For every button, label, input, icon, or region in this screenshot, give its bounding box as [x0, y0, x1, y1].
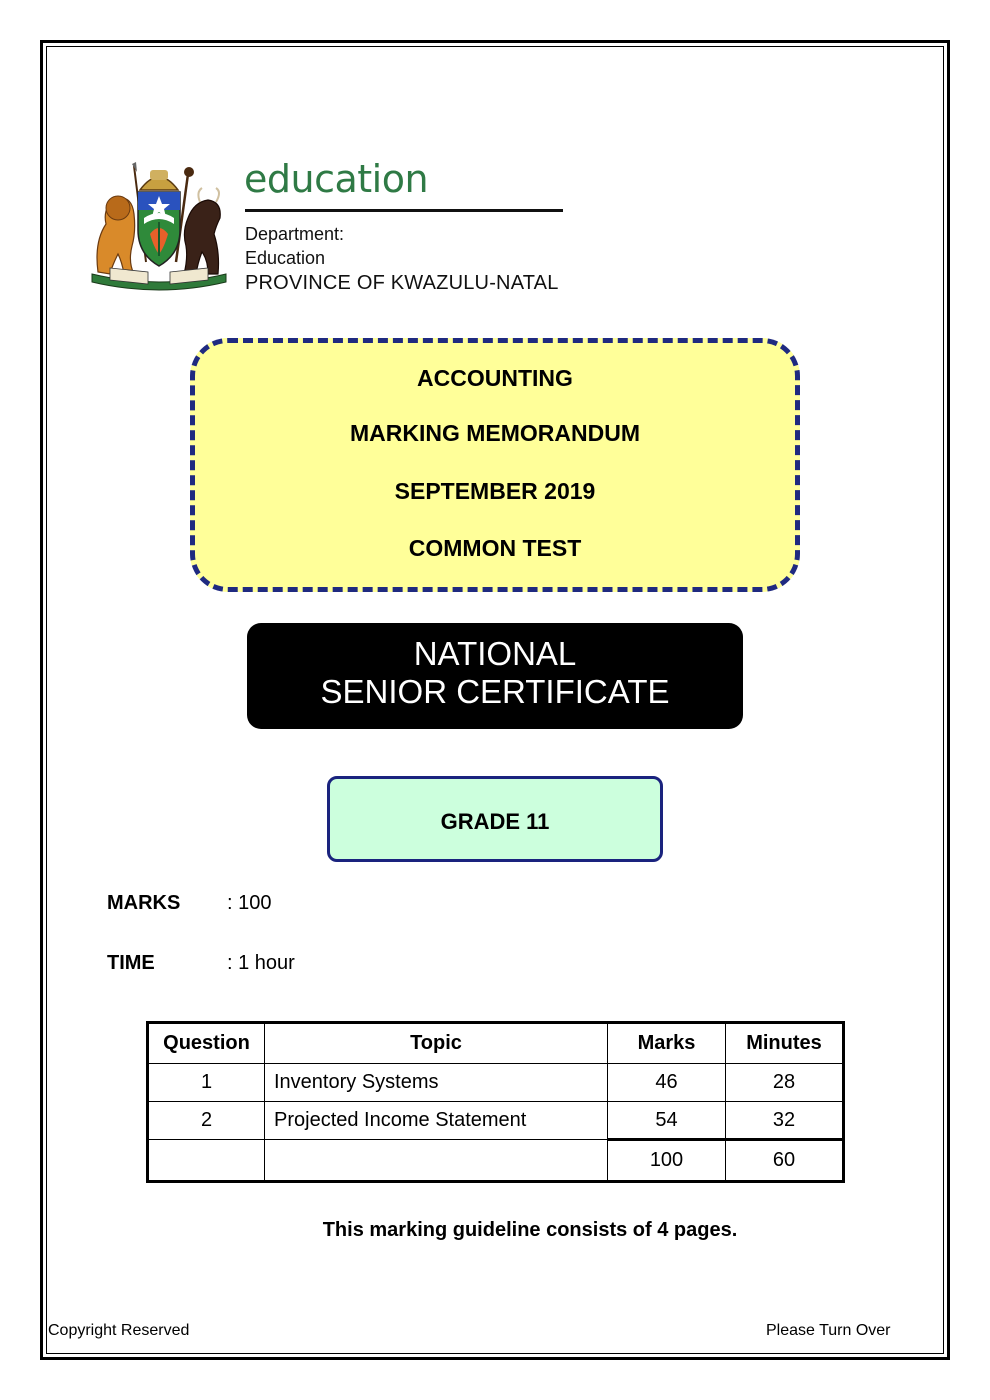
column-header-marks: Marks [608, 1023, 726, 1064]
subject-title: ACCOUNTING [417, 365, 573, 391]
copyright-footer: Copyright Reserved [48, 1322, 190, 1339]
question-minutes: 32 [726, 1102, 844, 1140]
grade-box [327, 776, 663, 862]
page-count-note: This marking guideline consists of 4 pages. [322, 1219, 738, 1241]
education-logo-word: education [244, 157, 429, 201]
coat-of-arms-icon [88, 162, 230, 292]
total-marks: 100 [608, 1140, 726, 1182]
test-type: COMMON TEST [408, 535, 582, 561]
grade-label: GRADE 11 [440, 809, 550, 834]
table-row [148, 1102, 844, 1140]
total-question-cell [148, 1140, 265, 1182]
question-number: 2 [148, 1102, 265, 1140]
question-marks: 54 [608, 1102, 726, 1140]
question-number: 1 [148, 1064, 265, 1102]
turn-over-footer: Please Turn Over [766, 1322, 891, 1339]
marks-label: MARKS [107, 892, 181, 914]
time-label: TIME [107, 952, 155, 974]
province-name: PROVINCE OF KWAZULU-NATAL [245, 272, 559, 294]
certificate-banner [247, 623, 743, 729]
document-type: MARKING MEMORANDUM [349, 420, 641, 446]
title-box [190, 338, 800, 592]
marks-value: : 100 [227, 892, 272, 914]
certificate-line-1: NATIONAL [413, 635, 577, 672]
question-topic: Projected Income Statement [265, 1102, 608, 1140]
table-row [148, 1064, 844, 1102]
column-header-minutes: Minutes [726, 1023, 844, 1064]
table-total-row [148, 1140, 844, 1182]
question-table [146, 1021, 845, 1183]
table-header-row [148, 1023, 844, 1064]
time-value: : 1 hour [227, 952, 295, 974]
certificate-line-2: SENIOR CERTIFICATE [320, 673, 670, 710]
question-minutes: 28 [726, 1064, 844, 1102]
column-header-topic: Topic [265, 1023, 608, 1064]
exam-session: SEPTEMBER 2019 [394, 478, 596, 504]
logo-divider [245, 209, 563, 212]
question-topic: Inventory Systems [265, 1064, 608, 1102]
total-topic-cell [265, 1140, 608, 1182]
department-name: Education [245, 248, 326, 268]
column-header-question: Question [148, 1023, 265, 1064]
total-minutes: 60 [726, 1140, 844, 1182]
question-marks: 46 [608, 1064, 726, 1102]
department-label: Department: [245, 224, 345, 244]
